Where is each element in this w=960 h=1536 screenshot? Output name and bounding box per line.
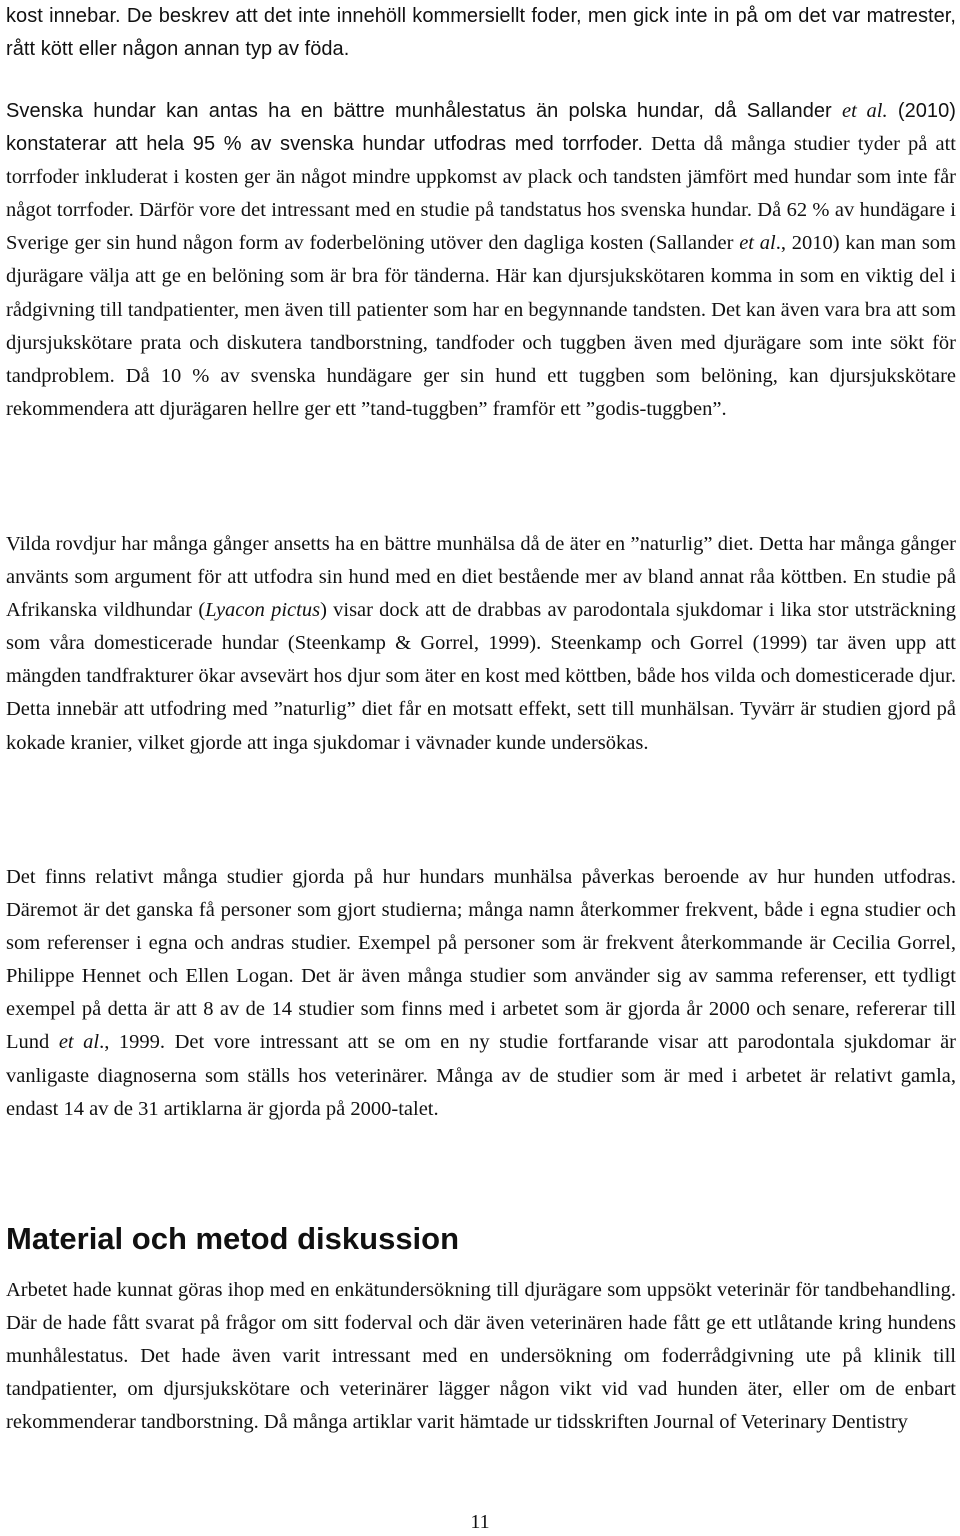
text-run: ., 1999. Det vore intressant att se om en ny studie fortfarande visar att parodontala sjukdomar är vanligaste diagnoserna som ställs hos veterinärer. Många av de studier som är med i arbetet är relativt gamla, endast 14 av de 31 artiklarna är gjorda på 2000-talet. [6, 1031, 957, 1120]
sans-text: Svenska hundar kan antas ha en bättre munhålestatus än polska hundar, då Sallander [6, 100, 842, 122]
text-run: Det finns relativt många studier gjorda på hur hundars munhälsa påverkas beroende av hur hunden utfodras. Däremot är det ganska få personer som gjort studierna; många namn återkommer frekvent, både i egna studier och som referenser i egna och andras studier. Exempel på personer som är frekvent återkommande är Cecilia Gorrel, Philippe Hennet och Ellen Logan. Det är även många studier som använder sig av samma referenser, ett tydligt exempel på detta är att 8 av de 14 studier som finns med i arbetet som är gjorda år 2000 och senare, refererar till Lund [6, 866, 956, 1054]
section-heading: Material och metod diskussion [6, 1221, 460, 1256]
text-run: ) visar dock att de drabbas av parodontala sjukdomar i lika stor utsträckning som våra domesticerade hundar (Steenkamp & Gorrel, 1999). Steenkamp och Gorrel (1999) tar även upp att mängden tandfrakturer ökar avsevärt hos djur som äter en kost med köttben, både hos vilda och domesticerade djur. Detta innebär att utfodring med ”naturlig” diet får en motsatt effekt, sett till munhälsan. Tyvärr är studien gjord på kokade kranier, vilket gjorde att inga sjukdomar i vävnader kunde undersökas. [6, 599, 956, 754]
italic-text: Lyacon pictus [205, 599, 321, 622]
text-run: Detta då många studier tyder på att torrfoder inkluderat i kosten ger än något mindre uppkomst av plack och tandsten jämfört med hundar som inte får något torrfoder. Därför vore det intressant med en studie på tandstatus hos svenska hundar. Då 62 % av hundägare i Sverige ger sin hund någon form av foderbelöning utöver den dagliga kosten (Sallander [6, 133, 956, 255]
body-paragraph [6, 0, 956, 66]
italic-text: et al. [842, 100, 888, 122]
body-paragraph [6, 528, 956, 760]
page-number: 11 [470, 1511, 490, 1533]
text-run: Arbetet hade kunnat göras ihop med en enkätundersökning till djurägare som uppsökt veterinär för tandbehandling. Där de hade fått svarat på frågor om sitt foderval och där även veterinären hade fått ge ett utlåtande kring hundens munhålestatus. Det hade även varit intressant med en undersökning om foderrådgivning ute på klinik till tandpatienter, om djursjukskötare och veterinärer lägger någon vikt vid vad hunden äter, eller om de enbart rekommenderar tandborstning. Då många artiklar varit hämtade ur tidsskriften Journal of Veterinary Dentistry [6, 1279, 956, 1434]
sans-text: kost innebar. De beskrev att det inte innehöll kommersiellt foder, men gick inte in på om det var matrester, rått kött eller någon annan typ av föda. [6, 5, 956, 61]
body-paragraph [6, 1274, 956, 1439]
body-paragraph [6, 95, 956, 426]
body-paragraph [6, 861, 956, 1126]
italic-text: et al [739, 232, 776, 255]
text-run: Vilda rovdjur har många gånger ansetts ha en bättre munhälsa då de äter en ”naturlig” diet. Detta har många gånger använts som argument för att utfodra sin hund med en diet bestående mer av bland annat råa köttben. En studie på Afrikanska vildhundar ( [6, 533, 956, 622]
italic-text: et al [58, 1031, 100, 1054]
text-run: ., 2010) kan man som djurägare välja att ge en belöning som är bra för tänderna. Här kan djursjukskötaren komma in som en viktig del i rådgivning till tandpatienter, men även till patienter som har en begynnande tandsten. Det kan även vara bra att som djursjukskötare prata och diskutera tandborstning, tandfoder och tuggben även med djurägare som inte sökt för tandproblem. Då 10 % av svenska hundägare ger sin hund ett tuggben som belöning, kan djursjukskötare rekommendera att djurägaren hellre ger ett ”tand-tuggben” framför ett ”godis-tuggben”. [6, 232, 956, 420]
sans-text: (2010) konstaterar att hela 95 % av svenska hundar utfodras med torrfoder. [6, 100, 956, 156]
